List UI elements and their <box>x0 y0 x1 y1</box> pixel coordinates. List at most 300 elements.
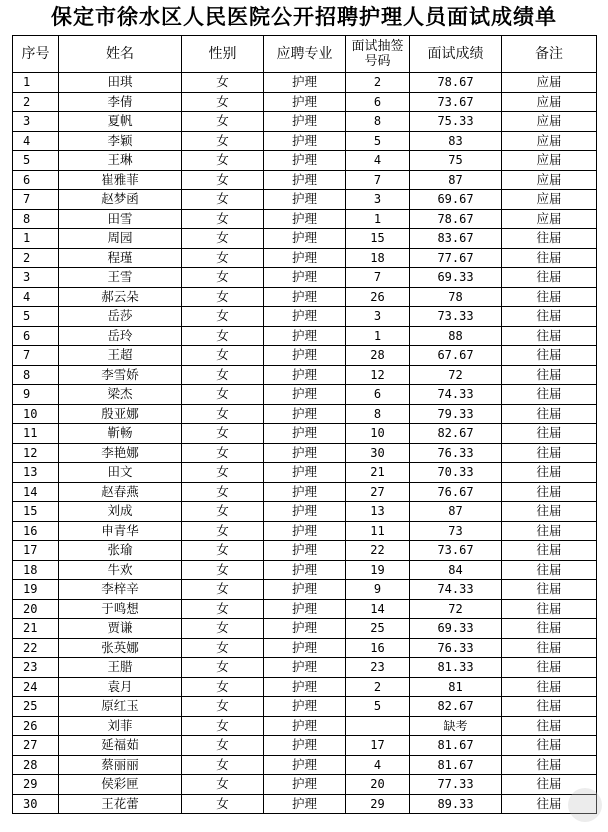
cell-lot: 1 <box>346 326 410 346</box>
cell-note: 应届 <box>502 151 597 171</box>
cell-lot: 30 <box>346 443 410 463</box>
cell-note: 应届 <box>502 170 597 190</box>
cell-lot: 11 <box>346 521 410 541</box>
table-row <box>13 541 597 561</box>
cell-score: 89.33 <box>410 794 502 814</box>
cell-gender: 女 <box>182 463 264 483</box>
cell-lot: 5 <box>346 697 410 717</box>
cell-name: 周园 <box>59 229 182 249</box>
cell-gender: 女 <box>182 560 264 580</box>
table-row <box>13 307 597 327</box>
cell-lot: 3 <box>346 307 410 327</box>
cell-note: 往届 <box>502 229 597 249</box>
cell-lot: 1 <box>346 209 410 229</box>
header-lot-number: 面试抽签号码 <box>346 36 410 73</box>
cell-score: 78.67 <box>410 209 502 229</box>
cell-lot: 8 <box>346 112 410 132</box>
cell-name: 侯彩匣 <box>59 775 182 795</box>
cell-gender: 女 <box>182 307 264 327</box>
cell-gender: 女 <box>182 677 264 697</box>
table-row <box>13 619 597 639</box>
cell-major: 护理 <box>264 151 346 171</box>
cell-note: 往届 <box>502 716 597 736</box>
table-row <box>13 209 597 229</box>
cell-score: 81.67 <box>410 736 502 756</box>
cell-gender: 女 <box>182 658 264 678</box>
cell-note: 往届 <box>502 248 597 268</box>
cell-major: 护理 <box>264 268 346 288</box>
cell-major: 护理 <box>264 170 346 190</box>
cell-name: 张英娜 <box>59 638 182 658</box>
header-no: 序号 <box>13 36 59 73</box>
cell-no: 27 <box>13 736 59 756</box>
cell-gender: 女 <box>182 716 264 736</box>
table-row <box>13 248 597 268</box>
cell-score: 69.33 <box>410 268 502 288</box>
cell-gender: 女 <box>182 229 264 249</box>
cell-lot: 21 <box>346 463 410 483</box>
cell-note: 往届 <box>502 502 597 522</box>
cell-major: 护理 <box>264 482 346 502</box>
cell-major: 护理 <box>264 697 346 717</box>
cell-lot: 4 <box>346 151 410 171</box>
cell-lot: 12 <box>346 365 410 385</box>
cell-gender: 女 <box>182 521 264 541</box>
cell-score: 87 <box>410 170 502 190</box>
header-name: 姓名 <box>59 36 182 73</box>
cell-major: 护理 <box>264 463 346 483</box>
cell-name: 李颖 <box>59 131 182 151</box>
cell-gender: 女 <box>182 385 264 405</box>
cell-score: 84 <box>410 560 502 580</box>
cell-score: 69.33 <box>410 619 502 639</box>
cell-gender: 女 <box>182 326 264 346</box>
cell-name: 王雪 <box>59 268 182 288</box>
cell-major: 护理 <box>264 794 346 814</box>
cell-gender: 女 <box>182 151 264 171</box>
cell-note: 往届 <box>502 794 597 814</box>
cell-major: 护理 <box>264 307 346 327</box>
cell-lot: 29 <box>346 794 410 814</box>
cell-note: 应届 <box>502 131 597 151</box>
watermark-logo <box>568 788 602 822</box>
cell-major: 护理 <box>264 443 346 463</box>
cell-major: 护理 <box>264 92 346 112</box>
cell-note: 往届 <box>502 385 597 405</box>
cell-note: 往届 <box>502 599 597 619</box>
cell-name: 蔡丽丽 <box>59 755 182 775</box>
header-score: 面试成绩 <box>410 36 502 73</box>
cell-lot: 3 <box>346 190 410 210</box>
cell-score: 74.33 <box>410 385 502 405</box>
cell-note: 应届 <box>502 73 597 93</box>
cell-lot: 2 <box>346 73 410 93</box>
cell-lot: 20 <box>346 775 410 795</box>
cell-score: 72 <box>410 599 502 619</box>
cell-lot: 19 <box>346 560 410 580</box>
cell-name: 袁月 <box>59 677 182 697</box>
table-row <box>13 346 597 366</box>
cell-name: 贾谦 <box>59 619 182 639</box>
cell-note: 往届 <box>502 326 597 346</box>
table-row <box>13 677 597 697</box>
cell-score: 76.33 <box>410 443 502 463</box>
cell-major: 护理 <box>264 73 346 93</box>
cell-no: 7 <box>13 190 59 210</box>
cell-major: 护理 <box>264 580 346 600</box>
score-table <box>12 35 597 814</box>
cell-no: 29 <box>13 775 59 795</box>
cell-lot: 9 <box>346 580 410 600</box>
cell-no: 6 <box>13 326 59 346</box>
table-row <box>13 794 597 814</box>
cell-name: 李雪娇 <box>59 365 182 385</box>
cell-no: 22 <box>13 638 59 658</box>
table-row <box>13 775 597 795</box>
cell-major: 护理 <box>264 638 346 658</box>
cell-name: 李艳娜 <box>59 443 182 463</box>
cell-name: 延福茹 <box>59 736 182 756</box>
table-row <box>13 502 597 522</box>
cell-name: 田雪 <box>59 209 182 229</box>
cell-gender: 女 <box>182 131 264 151</box>
cell-major: 护理 <box>264 424 346 444</box>
cell-no: 5 <box>13 307 59 327</box>
cell-score: 73 <box>410 521 502 541</box>
table-row <box>13 73 597 93</box>
cell-score: 67.67 <box>410 346 502 366</box>
cell-lot: 13 <box>346 502 410 522</box>
cell-lot: 5 <box>346 131 410 151</box>
cell-note: 往届 <box>502 736 597 756</box>
cell-major: 护理 <box>264 385 346 405</box>
cell-major: 护理 <box>264 248 346 268</box>
cell-lot: 26 <box>346 287 410 307</box>
cell-name: 王花蕾 <box>59 794 182 814</box>
cell-lot: 23 <box>346 658 410 678</box>
cell-lot: 7 <box>346 268 410 288</box>
cell-lot: 18 <box>346 248 410 268</box>
cell-name: 原红玉 <box>59 697 182 717</box>
cell-gender: 女 <box>182 599 264 619</box>
cell-major: 护理 <box>264 190 346 210</box>
cell-no: 8 <box>13 365 59 385</box>
cell-no: 13 <box>13 463 59 483</box>
cell-no: 2 <box>13 248 59 268</box>
cell-no: 11 <box>13 424 59 444</box>
cell-name: 刘菲 <box>59 716 182 736</box>
cell-major: 护理 <box>264 560 346 580</box>
cell-note: 往届 <box>502 307 597 327</box>
cell-gender: 女 <box>182 209 264 229</box>
cell-name: 赵梦函 <box>59 190 182 210</box>
cell-no: 3 <box>13 112 59 132</box>
table-row <box>13 599 597 619</box>
cell-major: 护理 <box>264 326 346 346</box>
table-row <box>13 385 597 405</box>
cell-note: 往届 <box>502 346 597 366</box>
cell-no: 15 <box>13 502 59 522</box>
cell-note: 往届 <box>502 463 597 483</box>
table-row <box>13 92 597 112</box>
header-note: 备注 <box>502 36 597 73</box>
cell-score: 77.33 <box>410 775 502 795</box>
cell-no: 12 <box>13 443 59 463</box>
cell-gender: 女 <box>182 404 264 424</box>
cell-note: 应届 <box>502 190 597 210</box>
table-row <box>13 697 597 717</box>
cell-name: 张瑜 <box>59 541 182 561</box>
cell-major: 护理 <box>264 716 346 736</box>
cell-lot: 14 <box>346 599 410 619</box>
table-row <box>13 268 597 288</box>
table-row <box>13 658 597 678</box>
cell-gender: 女 <box>182 73 264 93</box>
cell-score: 77.67 <box>410 248 502 268</box>
cell-name: 李倩 <box>59 92 182 112</box>
cell-gender: 女 <box>182 424 264 444</box>
cell-lot: 15 <box>346 229 410 249</box>
cell-major: 护理 <box>264 521 346 541</box>
cell-major: 护理 <box>264 775 346 795</box>
cell-major: 护理 <box>264 502 346 522</box>
cell-major: 护理 <box>264 112 346 132</box>
cell-gender: 女 <box>182 755 264 775</box>
cell-name: 岳莎 <box>59 307 182 327</box>
cell-lot <box>346 716 410 736</box>
cell-name: 殷亚娜 <box>59 404 182 424</box>
table-row <box>13 365 597 385</box>
table-row <box>13 716 597 736</box>
table-row <box>13 170 597 190</box>
cell-gender: 女 <box>182 190 264 210</box>
cell-major: 护理 <box>264 677 346 697</box>
cell-lot: 16 <box>346 638 410 658</box>
cell-gender: 女 <box>182 541 264 561</box>
table-row <box>13 112 597 132</box>
cell-no: 25 <box>13 697 59 717</box>
cell-score: 81 <box>410 677 502 697</box>
cell-major: 护理 <box>264 209 346 229</box>
table-row <box>13 463 597 483</box>
cell-score: 72 <box>410 365 502 385</box>
cell-gender: 女 <box>182 638 264 658</box>
cell-score: 69.67 <box>410 190 502 210</box>
cell-note: 往届 <box>502 638 597 658</box>
cell-no: 19 <box>13 580 59 600</box>
cell-note: 往届 <box>502 521 597 541</box>
cell-name: 申青华 <box>59 521 182 541</box>
cell-score: 76.33 <box>410 638 502 658</box>
cell-name: 梁杰 <box>59 385 182 405</box>
cell-gender: 女 <box>182 92 264 112</box>
cell-name: 郝云朵 <box>59 287 182 307</box>
cell-no: 1 <box>13 229 59 249</box>
cell-major: 护理 <box>264 287 346 307</box>
cell-name: 靳畅 <box>59 424 182 444</box>
cell-score: 79.33 <box>410 404 502 424</box>
cell-name: 田琪 <box>59 73 182 93</box>
cell-lot: 17 <box>346 736 410 756</box>
cell-lot: 6 <box>346 385 410 405</box>
cell-major: 护理 <box>264 755 346 775</box>
document-title: 保定市徐水区人民医院公开招聘护理人员面试成绩单 <box>51 5 557 29</box>
cell-score: 74.33 <box>410 580 502 600</box>
cell-no: 8 <box>13 209 59 229</box>
cell-no: 2 <box>13 92 59 112</box>
cell-name: 刘成 <box>59 502 182 522</box>
cell-no: 16 <box>13 521 59 541</box>
cell-lot: 27 <box>346 482 410 502</box>
cell-no: 18 <box>13 560 59 580</box>
cell-note: 往届 <box>502 541 597 561</box>
cell-name: 夏帆 <box>59 112 182 132</box>
cell-major: 护理 <box>264 736 346 756</box>
cell-lot: 7 <box>346 170 410 190</box>
cell-gender: 女 <box>182 502 264 522</box>
cell-no: 28 <box>13 755 59 775</box>
cell-major: 护理 <box>264 365 346 385</box>
cell-note: 应届 <box>502 209 597 229</box>
cell-no: 4 <box>13 287 59 307</box>
cell-gender: 女 <box>182 248 264 268</box>
cell-no: 14 <box>13 482 59 502</box>
cell-score: 73.67 <box>410 541 502 561</box>
cell-major: 护理 <box>264 131 346 151</box>
cell-no: 26 <box>13 716 59 736</box>
cell-gender: 女 <box>182 736 264 756</box>
cell-gender: 女 <box>182 365 264 385</box>
cell-name: 牛欢 <box>59 560 182 580</box>
cell-note: 往届 <box>502 775 597 795</box>
table-row <box>13 229 597 249</box>
cell-gender: 女 <box>182 287 264 307</box>
cell-lot: 10 <box>346 424 410 444</box>
cell-major: 护理 <box>264 541 346 561</box>
cell-gender: 女 <box>182 346 264 366</box>
cell-note: 往届 <box>502 424 597 444</box>
cell-lot: 25 <box>346 619 410 639</box>
cell-no: 7 <box>13 346 59 366</box>
cell-note: 往届 <box>502 560 597 580</box>
cell-major: 护理 <box>264 619 346 639</box>
cell-note: 往届 <box>502 677 597 697</box>
cell-note: 往届 <box>502 287 597 307</box>
cell-major: 护理 <box>264 404 346 424</box>
cell-note: 往届 <box>502 697 597 717</box>
cell-no: 17 <box>13 541 59 561</box>
cell-note: 应届 <box>502 112 597 132</box>
table-row <box>13 326 597 346</box>
cell-lot: 22 <box>346 541 410 561</box>
cell-score: 83.67 <box>410 229 502 249</box>
cell-gender: 女 <box>182 443 264 463</box>
table-row <box>13 755 597 775</box>
table-row <box>13 580 597 600</box>
cell-note: 往届 <box>502 404 597 424</box>
header-gender: 性别 <box>182 36 264 73</box>
cell-score: 73.67 <box>410 92 502 112</box>
cell-name: 李梓辛 <box>59 580 182 600</box>
cell-note: 往届 <box>502 443 597 463</box>
cell-no: 9 <box>13 385 59 405</box>
cell-no: 5 <box>13 151 59 171</box>
cell-no: 21 <box>13 619 59 639</box>
table-header-row <box>13 36 597 73</box>
cell-score: 82.67 <box>410 697 502 717</box>
table-row <box>13 287 597 307</box>
cell-gender: 女 <box>182 619 264 639</box>
cell-score: 75 <box>410 151 502 171</box>
table-row <box>13 190 597 210</box>
cell-note: 往届 <box>502 268 597 288</box>
cell-no: 20 <box>13 599 59 619</box>
table-row <box>13 131 597 151</box>
table-row <box>13 443 597 463</box>
cell-gender: 女 <box>182 268 264 288</box>
cell-major: 护理 <box>264 599 346 619</box>
cell-score: 87 <box>410 502 502 522</box>
cell-lot: 28 <box>346 346 410 366</box>
table-row <box>13 151 597 171</box>
header-major: 应聘专业 <box>264 36 346 73</box>
cell-gender: 女 <box>182 794 264 814</box>
table-row <box>13 424 597 444</box>
cell-score: 78.67 <box>410 73 502 93</box>
table-row <box>13 560 597 580</box>
cell-lot: 6 <box>346 92 410 112</box>
cell-name: 赵春燕 <box>59 482 182 502</box>
cell-gender: 女 <box>182 112 264 132</box>
cell-no: 3 <box>13 268 59 288</box>
cell-major: 护理 <box>264 229 346 249</box>
cell-lot: 2 <box>346 677 410 697</box>
cell-major: 护理 <box>264 346 346 366</box>
cell-no: 30 <box>13 794 59 814</box>
cell-score: 73.33 <box>410 307 502 327</box>
cell-score: 88 <box>410 326 502 346</box>
table-row <box>13 638 597 658</box>
cell-name: 田文 <box>59 463 182 483</box>
table-row <box>13 482 597 502</box>
cell-score: 75.33 <box>410 112 502 132</box>
cell-score: 缺考 <box>410 716 502 736</box>
cell-score: 70.33 <box>410 463 502 483</box>
cell-note: 往届 <box>502 755 597 775</box>
cell-gender: 女 <box>182 482 264 502</box>
cell-score: 78 <box>410 287 502 307</box>
cell-no: 10 <box>13 404 59 424</box>
cell-note: 往届 <box>502 580 597 600</box>
cell-name: 岳玲 <box>59 326 182 346</box>
cell-lot: 4 <box>346 755 410 775</box>
cell-gender: 女 <box>182 697 264 717</box>
cell-name: 王超 <box>59 346 182 366</box>
cell-name: 于鸣想 <box>59 599 182 619</box>
cell-name: 王琳 <box>59 151 182 171</box>
cell-note: 往届 <box>502 658 597 678</box>
cell-score: 76.67 <box>410 482 502 502</box>
cell-no: 24 <box>13 677 59 697</box>
cell-name: 崔雅菲 <box>59 170 182 190</box>
cell-no: 4 <box>13 131 59 151</box>
cell-score: 82.67 <box>410 424 502 444</box>
cell-gender: 女 <box>182 775 264 795</box>
cell-note: 往届 <box>502 482 597 502</box>
table-row <box>13 521 597 541</box>
cell-no: 23 <box>13 658 59 678</box>
cell-score: 81.33 <box>410 658 502 678</box>
